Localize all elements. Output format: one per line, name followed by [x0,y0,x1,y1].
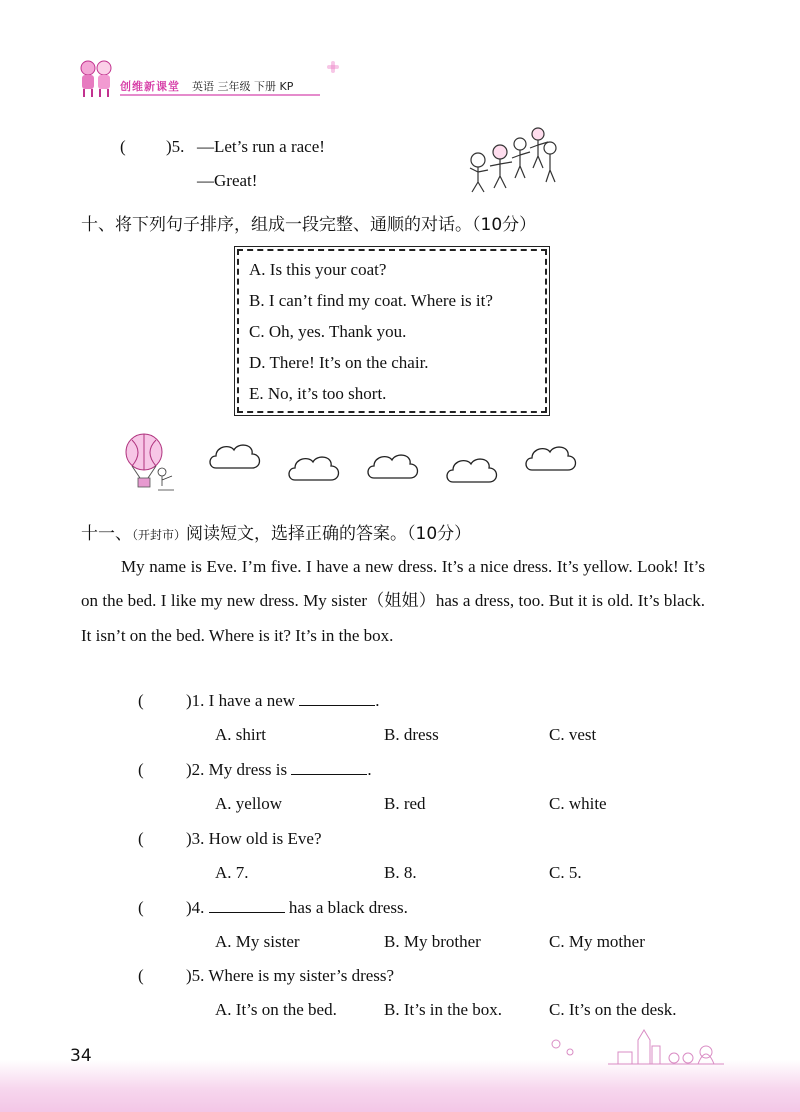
answer-cloud-5[interactable] [522,442,578,478]
subject-label: 英语 三年级 下册 KP [192,80,294,93]
q4-blank[interactable] [209,898,285,913]
q2-blank[interactable] [291,760,367,775]
section-11-instruction: 阅读短文，选择正确的答案。（10分） [186,524,472,544]
hot-air-balloon-icon [118,432,184,496]
q2-stem [186,760,372,780]
answer-cloud-1[interactable] [206,440,262,476]
q3-option-a[interactable]: A. 7. [215,863,249,882]
q2-stem-after: . [367,760,372,779]
kids-logo-icon [74,56,118,98]
sentence-e: E. No, it’s too short. [249,384,387,403]
q3-stem [186,829,322,849]
q1-option-b[interactable]: B. dress [384,725,439,744]
q5-option-c[interactable]: C. It’s on the desk. [549,1000,677,1019]
castle-decoration-icon [548,1024,728,1068]
q1-blank[interactable] [299,691,375,706]
q2-number: )2. [186,760,205,779]
q3-paren: ( [138,829,144,848]
section-11-prefix: 十一、 [81,524,132,544]
q3-stem-before: How old is Eve? [208,829,322,848]
q1-option-c[interactable]: C. vest [549,725,597,744]
q2-option-b[interactable]: B. red [384,794,426,813]
answer-cloud-2[interactable] [285,452,341,488]
q2-stem-before: My dress is [208,760,288,779]
children-racing-illustration-icon [462,122,562,194]
q4-option-b[interactable]: B. My brother [384,932,481,951]
q10-item5-number: )5. [166,137,185,156]
page-number: 34 [70,1046,92,1066]
section-11-source: （开封市） [132,528,187,542]
answer-cloud-4[interactable] [443,454,499,490]
sentence-c: C. Oh, yes. Thank you. [249,322,407,341]
q5-paren: ( [138,966,144,985]
header-divider [120,94,320,96]
sentence-box [237,249,547,413]
q1-paren: ( [138,691,144,710]
q3-number: )3. [186,829,205,848]
q1-stem-before: I have a new [208,691,296,710]
q10-item5-line1: —Let’s run a race! [197,137,325,156]
q4-paren: ( [138,898,144,917]
q5-option-b[interactable]: B. It’s in the box. [384,1000,503,1019]
q1-number: )1. [186,691,205,710]
q10-item5-line2: —Great! [197,171,258,190]
sentence-d: D. There! It’s on the chair. [249,353,429,372]
q2-option-a[interactable]: A. yellow [215,794,283,813]
reading-passage: My name is Eve. I’m five. I have a new dress. It’s a nice dress. It’s yellow. Look! It’s on the bed. I like my new dress. My sister（姐姐）has a dress, too. But it is old. It’s black. It isn’t on the bed. Where is it? It’s in the box. [81,557,705,645]
q5-stem [186,966,394,986]
q4-number: )4. [186,898,205,917]
q5-option-a[interactable]: A. It’s on the bed. [215,1000,337,1019]
section-11-title [81,519,471,544]
series-title: 创维新课堂 [120,80,180,93]
q2-option-c[interactable]: C. white [549,794,607,813]
q3-option-b[interactable]: B. 8. [384,863,417,882]
q4-stem-after: has a black dress. [288,898,408,917]
q4-stem [186,898,408,918]
q3-option-c[interactable]: C. 5. [549,863,582,882]
q5-number: )5. [186,966,205,985]
q4-option-a[interactable]: A. My sister [215,932,300,951]
q1-stem [186,691,380,711]
q4-option-c[interactable]: C. My mother [549,932,645,951]
sentence-a: A. Is this your coat? [249,260,387,279]
q10-item5-paren: ( [120,137,126,156]
section-10-title: 十、将下列句子排序，组成一段完整、通顺的对话。（10分） [81,215,537,235]
sentence-b: B. I can’t find my coat. Where is it? [249,291,493,310]
q5-stem-before: Where is my sister’s dress? [208,966,395,985]
answer-cloud-3[interactable] [364,450,420,486]
flower-icon [326,60,340,74]
q1-stem-after: . [375,691,380,710]
q2-paren: ( [138,760,144,779]
q1-option-a[interactable]: A. shirt [215,725,266,744]
